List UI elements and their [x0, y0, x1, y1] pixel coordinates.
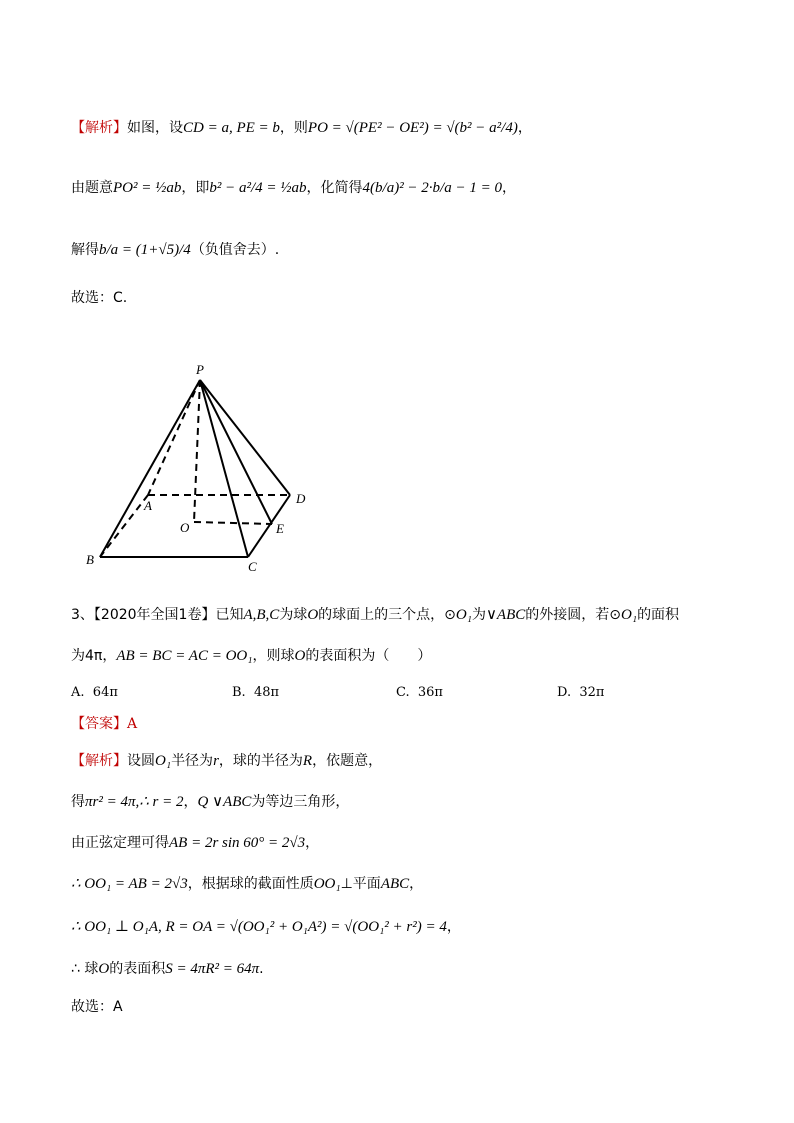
question-3-line-1	[71, 605, 679, 625]
text: 由正弦定理可得	[71, 835, 169, 851]
label-b: B	[86, 552, 94, 567]
math-expr: Q ∨ABC	[197, 794, 252, 810]
option-value: 64π	[92, 685, 118, 700]
edge-ab	[100, 495, 148, 557]
option-a	[71, 685, 118, 700]
edge-pa	[148, 380, 200, 495]
text: ⊥平面	[340, 876, 381, 892]
option-letter: A.	[71, 685, 85, 700]
solution-line-1	[71, 751, 382, 771]
answer-value: A	[127, 716, 138, 732]
math-expr: AB = 2r sin 60° = 2√3	[169, 835, 306, 851]
text: 设圆	[127, 753, 155, 769]
text: ，依题意，	[312, 753, 383, 769]
text: ，则	[279, 120, 308, 136]
text: 半径为	[171, 753, 214, 769]
text: ，球的半径为	[218, 753, 303, 769]
text: ，	[517, 120, 532, 136]
analysis-tag: 【解析】	[71, 753, 127, 769]
text: 的面积	[637, 607, 680, 623]
question-3-line-2	[71, 646, 431, 666]
text: .	[259, 961, 264, 977]
option-value: 36π	[417, 685, 443, 700]
math-expr: PO = √(PE² − OE²) = √(b² − a²/4)	[307, 120, 518, 136]
math-expr: O₁	[621, 607, 638, 623]
math-expr: O	[294, 648, 306, 664]
analysis-line-2	[71, 178, 516, 198]
math-expr: S = 4πR² = 64π	[165, 961, 260, 977]
option-b	[232, 685, 279, 700]
pyramid-figure	[80, 360, 340, 575]
solution-line-5	[71, 917, 461, 937]
text: 的表面积为（ ）	[305, 648, 432, 664]
text: 为球	[279, 607, 308, 623]
text: 由题意	[71, 180, 113, 196]
option-value: 32π	[579, 685, 605, 700]
text: 解得	[71, 242, 99, 258]
label-o: O	[180, 520, 190, 535]
text: ，	[183, 794, 198, 810]
math-expr: O	[98, 961, 110, 977]
text: ，	[446, 919, 461, 935]
select-line-1	[71, 288, 127, 308]
text: ，	[501, 180, 516, 196]
math-expr: O₁	[455, 607, 472, 623]
option-c	[396, 685, 443, 700]
text: 的球面上的三个点，⊙	[318, 607, 456, 623]
math-expr: ABC	[380, 876, 410, 892]
solution-line-4	[71, 874, 423, 894]
math-expr: R	[302, 753, 313, 769]
analysis-line-3	[71, 240, 279, 260]
text: 已知	[215, 607, 244, 623]
analysis-tag: 【解析】	[71, 120, 127, 136]
math-expr: ∴ OO₁ = AB = 2√3	[71, 876, 188, 892]
option-d	[557, 685, 604, 700]
answer-line	[71, 714, 137, 734]
text: ，	[409, 876, 424, 892]
edge-pe	[200, 380, 272, 524]
math-expr: CD = a, PE = b	[183, 120, 280, 136]
math-expr: ∴ OO₁ ⊥ O₁A, R = OA = √(OO₁² + O₁A²) = √(OO₁² + r²) = 4	[71, 919, 447, 935]
math-expr: 4(b/a)² − 2·b/a − 1 = 0	[362, 180, 502, 196]
edge-pc	[200, 380, 248, 557]
analysis-line-1	[71, 118, 532, 138]
text: ∴ 球	[71, 961, 99, 977]
text: 如图，设	[127, 120, 183, 136]
select-text: 故选：A	[71, 999, 123, 1015]
answer-tag: 【答案】	[71, 716, 127, 732]
text: ，则球	[252, 648, 295, 664]
label-d: D	[296, 491, 306, 506]
label-p: P	[196, 362, 204, 377]
text: 为4π，	[71, 648, 117, 664]
text: ，即	[181, 180, 210, 196]
math-expr: OO₁	[313, 876, 341, 892]
math-expr: O₁	[155, 753, 172, 769]
question-number: 3、	[71, 607, 94, 623]
text: ，化简得	[306, 180, 363, 196]
option-letter: D.	[557, 685, 572, 700]
solution-line-6	[71, 959, 264, 979]
math-expr: r	[213, 753, 219, 769]
text: 为等边三角形，	[251, 794, 350, 810]
option-value: 48π	[253, 685, 280, 700]
text: 得	[71, 794, 85, 810]
label-c: C	[248, 559, 257, 574]
edge-pd	[200, 380, 290, 495]
math-expr: πr² = 4π,∴ r = 2	[85, 794, 184, 810]
select-line-2	[71, 997, 123, 1017]
edge-po	[194, 380, 200, 522]
text: 的表面积	[109, 961, 166, 977]
math-expr: ∨ABC	[485, 607, 526, 623]
math-expr: PO² = ½ab	[113, 180, 182, 196]
text: 的外接圆，若⊙	[525, 607, 621, 623]
option-letter: C.	[396, 685, 410, 700]
question-source: 【2020年全国1卷】	[93, 607, 216, 623]
option-letter: B.	[232, 685, 246, 700]
math-expr: O	[307, 607, 319, 623]
select-text: 故选：C.	[71, 290, 128, 306]
math-expr: A,B,C	[243, 607, 280, 623]
solution-line-2	[71, 792, 349, 812]
math-expr: b² − a²/4 = ½ab	[209, 180, 307, 196]
math-expr: b/a = (1+√5)/4	[99, 242, 191, 258]
math-expr: AB = BC = AC = OO₁	[116, 648, 253, 664]
label-e: E	[276, 521, 284, 536]
text: （负值舍去）.	[190, 242, 280, 258]
text: ，根据球的截面性质	[187, 876, 314, 892]
label-a: A	[144, 498, 152, 513]
edge-oe	[194, 522, 272, 524]
text: 为	[471, 607, 486, 623]
text: ，	[305, 835, 320, 851]
solution-line-3	[71, 833, 319, 853]
